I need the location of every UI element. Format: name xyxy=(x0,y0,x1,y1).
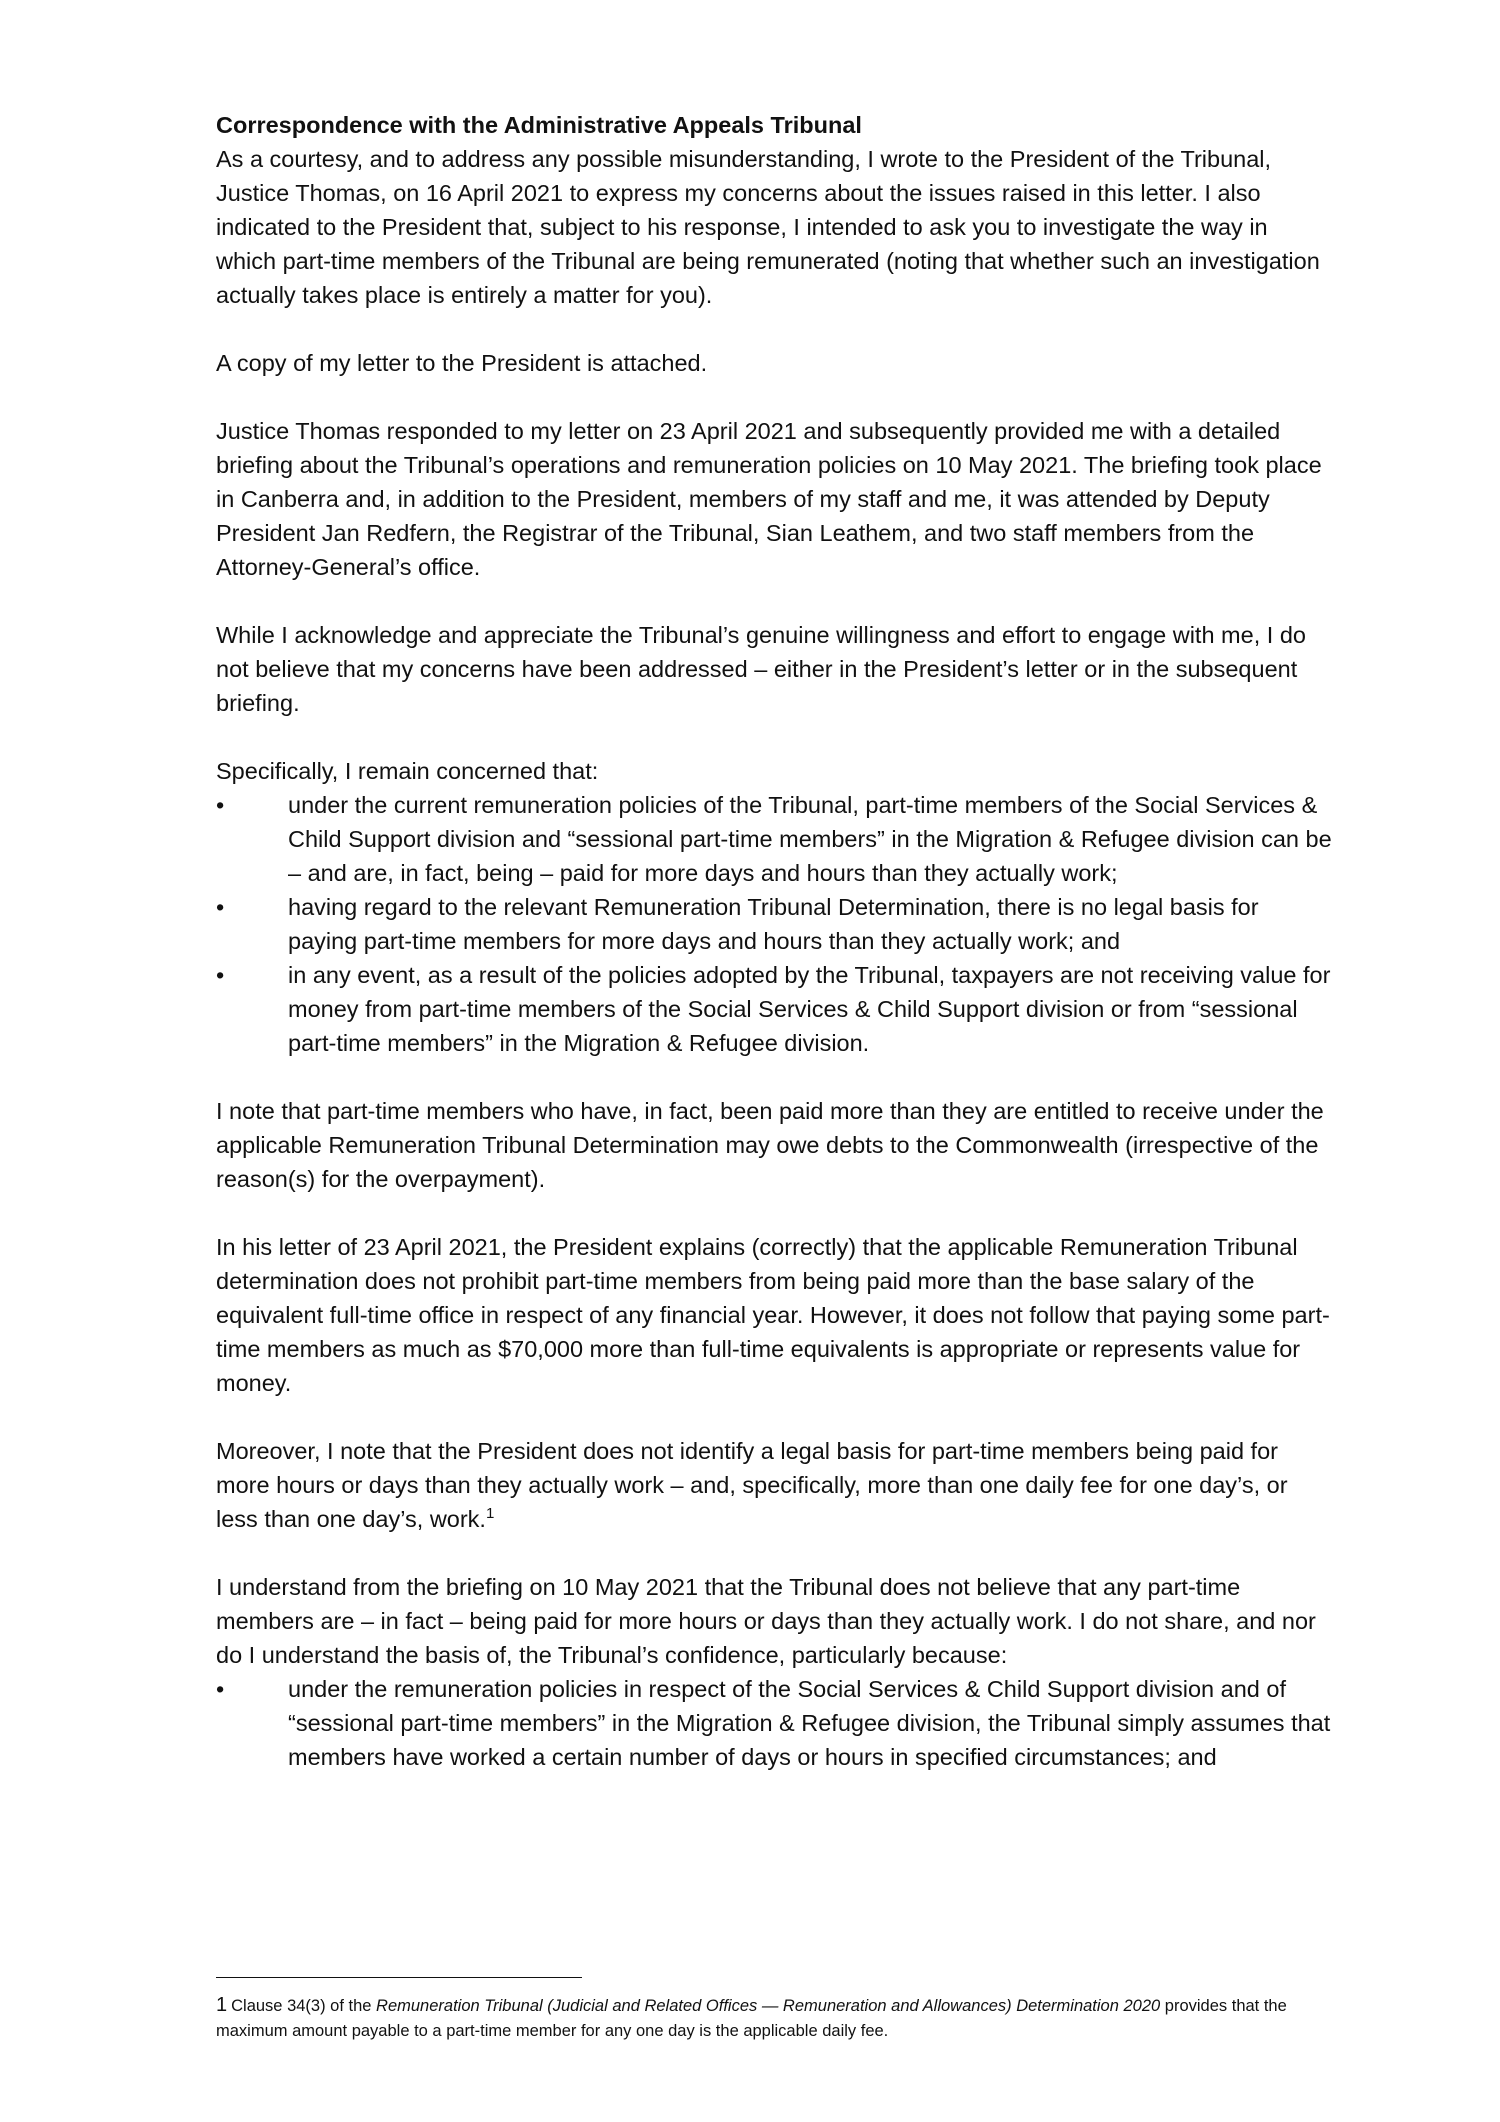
list-item-text: in any event, as a result of the policies adopted by the Tribunal, taxpayers are not receiving value for money from part-time members of the Social Services & Child Support division or from “sessional part-time members” in the Migration & Refugee division. xyxy=(288,962,1331,1056)
paragraph-understanding: I understand from the briefing on 10 May 2021 that the Tribunal does not believe that any part-time members are – in fact – being paid for more hours or days than they actually work. I do not share, and nor do I understand the basis of, the Tribunal’s confidence, particularly because: xyxy=(216,1574,1316,1668)
footnote-divider xyxy=(216,1977,582,1978)
paragraph-concerns-intro: Specifically, I remain concerned that: xyxy=(216,758,599,784)
paragraph-legal-basis xyxy=(216,1434,1334,1536)
list-item-text: under the remuneration policies in respect of the Social Services & Child Support division and of “sessional part-time members” in the Migration & Refugee division, the Tribunal simply assumes that members have worked a certain number of days or hours in specified circumstances; and xyxy=(288,1676,1331,1770)
bullet-icon: • xyxy=(216,1676,225,1702)
section-heading: Correspondence with the Administrative Appeals Tribunal xyxy=(216,112,862,138)
bullet-icon: • xyxy=(216,894,225,920)
paragraph-debts: I note that part-time members who have, in fact, been paid more than they are entitled to receive under the applicable Remuneration Tribunal Determination may owe debts to the Commonwealth (irrespective of the reason(s) for the overpayment). xyxy=(216,1098,1324,1192)
paragraph-president-letter: In his letter of 23 April 2021, the President explains (correctly) that the applicable Remuneration Tribunal determination does not prohibit part-time members from being paid more than the base salary of the equivalent full-time office in respect of any financial year. However, it does not follow that paying some part-time members as much as $70,000 more than full-time equivalents is appropriate or represents value for money. xyxy=(216,1234,1330,1396)
concerns-list xyxy=(216,788,1334,1060)
letter-body xyxy=(216,108,1334,1774)
paragraph-acknowledgement: While I acknowledge and appreciate the Tribunal’s genuine willingness and effort to engage with me, I do not believe that my concerns have been addressed – either in the President’s letter or in the subsequent briefing. xyxy=(216,622,1306,716)
footnote-prefix: Clause 34(3) of the xyxy=(231,1997,377,2015)
footnote xyxy=(216,1993,1334,2044)
paragraph-attachment: A copy of my letter to the President is attached. xyxy=(216,350,708,376)
footnote-number: 1 xyxy=(216,1994,228,2016)
list-item xyxy=(216,958,1334,1060)
paragraph-briefing: Justice Thomas responded to my letter on 23 April 2021 and subsequently provided me with a detailed briefing about the Tribunal’s operations and remuneration policies on 10 May 2021. The briefing took place in Canberra and, in addition to the President, members of my staff and me, it was attended by Deputy President Jan Redfern, the Registrar of the Tribunal, Sian Leathem, and two staff members from the Attorney-General’s office. xyxy=(216,418,1322,580)
bullet-icon: • xyxy=(216,792,225,818)
list-item xyxy=(216,890,1334,958)
list-item xyxy=(216,788,1334,890)
list-item-text: under the current remuneration policies of the Tribunal, part-time members of the Social Services & Child Support division and “sessional part-time members” in the Migration & Refugee division can be – and are, in fact, being – paid for more days and hours than they actually work; xyxy=(288,792,1332,886)
list-item xyxy=(216,1672,1334,1774)
confidence-list xyxy=(216,1672,1334,1774)
footnote-reference[interactable]: 1 xyxy=(485,1505,495,1523)
footnote-title: Remuneration Tribunal (Judicial and Related Offices — Remuneration and Allowances) Determination 2020 xyxy=(376,1997,1161,2015)
list-item-text: having regard to the relevant Remuneration Tribunal Determination, there is no legal basis for paying part-time members for more days and hours than they actually work; and xyxy=(288,894,1259,954)
footnote-suffix: provides that the maximum amount payable to a part-time member for any one day is the applicable daily fee. xyxy=(216,1997,1287,2040)
paragraph-legal-basis-text: Moreover, I note that the President does not identify a legal basis for part-time members being paid for more hours or days than they actually work – and, specifically, more than one daily fee for one day’s, or less than one day’s, work. xyxy=(216,1438,1288,1532)
paragraph-courtesy: As a courtesy, and to address any possible misunderstanding, I wrote to the President of the Tribunal, Justice Thomas, on 16 April 2021 to express my concerns about the issues raised in this letter. I also indicated to the President that, subject to his response, I intended to ask you to investigate the way in which part-time members of the Tribunal are being remunerated (noting that whether such an investigation actually takes place is entirely a matter for you). xyxy=(216,146,1320,308)
bullet-icon: • xyxy=(216,962,225,988)
